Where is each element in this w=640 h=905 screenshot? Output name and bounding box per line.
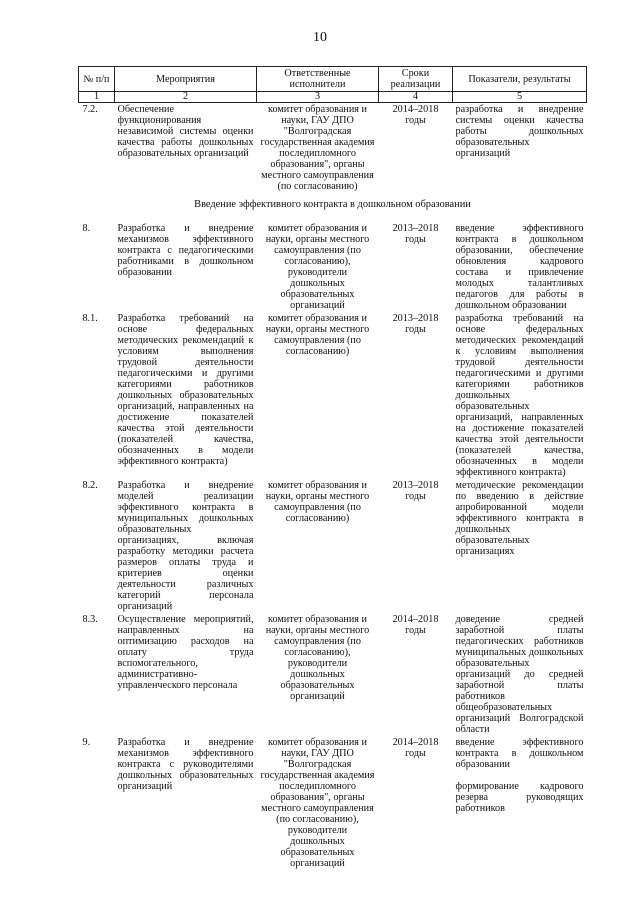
- dates-cell: 2013–2018 годы: [392, 313, 439, 335]
- dates-cell: 2014–2018 годы: [392, 737, 439, 759]
- column-numbers-row: [79, 92, 587, 103]
- measure-cell: Разработка и внедрение механизмов эффективного контракта с руководителями дошкольных образовательных организаций: [117, 737, 254, 792]
- responsible-cell: комитет образования и науки, органы местного самоуправления (по согласованию), руководители дошкольных образовательных организаций: [265, 223, 370, 311]
- measure-cell: Разработка и внедрение моделей реализации эффективного контракта в муниципальных дошкольных образовательных организациях, включая разработку методики расчета размеров оплаты труда и критериев оценки деятельности различных категорий персонала организаций: [117, 480, 254, 612]
- column-number: 2: [115, 92, 257, 103]
- row-number: 8.1.: [82, 313, 98, 324]
- column-number: 4: [379, 92, 453, 103]
- row-number: 8.: [82, 223, 91, 234]
- dates-cell: 2013–2018 годы: [392, 480, 439, 502]
- dates-cell: 2014–2018 годы: [392, 104, 439, 126]
- dates-cell: 2013–2018 годы: [392, 223, 439, 245]
- header-dates: Сроки реализации: [379, 67, 453, 92]
- indicator-cell: методические рекомендации по введению в действие апробированной модели эффективного контракта в дошкольных образовательных организациях: [455, 480, 584, 557]
- table-row: [79, 479, 587, 613]
- table-row: [79, 736, 587, 870]
- header-responsible: Ответственные исполнители: [257, 67, 379, 92]
- row-number: 9.: [82, 737, 91, 748]
- indicator-text: формирование кадрового резерва руководящих работников: [455, 781, 584, 814]
- section-title: Введение эффективного контракта в дошкольном образовании: [194, 199, 471, 210]
- responsible-cell: комитет образования и науки, органы местного самоуправления (по согласованию): [265, 313, 370, 357]
- column-number: 1: [79, 92, 115, 103]
- row-number: 7.2.: [82, 104, 98, 115]
- action-plan-table: [78, 66, 587, 870]
- table-row: [79, 312, 587, 479]
- row-number: 8.2.: [82, 480, 98, 491]
- indicator-cell: введение эффективного контракта в дошкольном образовании, обеспечение обновления кадрового состава и привлечение молодых талантливых педагогов для работы в дошкольном образовании: [455, 223, 584, 311]
- header-num: № п/п: [79, 67, 115, 92]
- table-row: [79, 103, 587, 194]
- row-number: 8.3.: [82, 614, 98, 625]
- section-heading-row: [79, 193, 587, 222]
- dates-cell: 2014–2018 годы: [392, 614, 439, 636]
- measure-cell: Обеспечение функционирования независимой системы оценки качества работы дошкольных образовательных организаций: [117, 104, 254, 159]
- column-number: 5: [453, 92, 587, 103]
- indicator-text: введение эффективного контракта в дошкольном образовании: [455, 737, 584, 770]
- responsible-cell: комитет образования и науки, органы местного самоуправления (по согласованию): [265, 480, 370, 524]
- table-header-row: [79, 67, 587, 92]
- indicator-cell: разработка требований на основе федеральных методических рекомендаций к условиям выполнения трудовой деятельности педагогическими и другими категориями работников дошкольных образовательных организаций, направленных на достижение показателей качества этой деятельности (показателей качества, обозначенных в модели эффективного контракта): [455, 313, 584, 478]
- indicator-cell: доведение средней заработной платы педагогических работников муниципальных дошкольных образовательных организаций до средней заработной платы работников общеобразовательных организаций Волгоградской области: [455, 614, 584, 735]
- table-row: [79, 222, 587, 312]
- measure-cell: Разработка и внедрение механизмов эффективного контракта с педагогическими работниками в дошкольном образовании: [117, 223, 254, 278]
- responsible-cell: комитет образования и науки, ГАУ ДПО "Волгоградская государственная академия последипломного образования", органы местного самоуправления (по согласованию): [260, 104, 375, 192]
- indicator-cell: [453, 736, 587, 870]
- measure-cell: Разработка требований на основе федеральных методических рекомендаций к условиям выполнения трудовой деятельности педагогическими и другими категориями работников дошкольных образовательных организаций, направленных на достижение показателей качества этой деятельности (показателей качества, обозначенных в модели эффективного контракта): [117, 313, 254, 467]
- indicator-cell: разработка и внедрение системы оценки качества работы дошкольных образовательных организаций: [455, 104, 584, 159]
- page-number: 10: [313, 30, 327, 45]
- table-row: [79, 613, 587, 736]
- header-measures: Мероприятия: [115, 67, 257, 92]
- header-indicators: Показатели, результаты: [453, 67, 587, 92]
- column-number: 3: [257, 92, 379, 103]
- measure-cell: Осуществление мероприятий, направленных на оптимизацию расходов на оплату труда вспомогательного, административно-управленческого персонала: [117, 614, 254, 691]
- responsible-cell: комитет образования и науки, ГАУ ДПО "Волгоградская государственная академия последипломного образования", органы местного самоуправления (по согласованию), руководители дошкольных образовательных организаций: [260, 737, 375, 869]
- responsible-cell: комитет образования и науки, органы местного самоуправления (по согласованию), руководители дошкольных образовательных организаций: [265, 614, 370, 702]
